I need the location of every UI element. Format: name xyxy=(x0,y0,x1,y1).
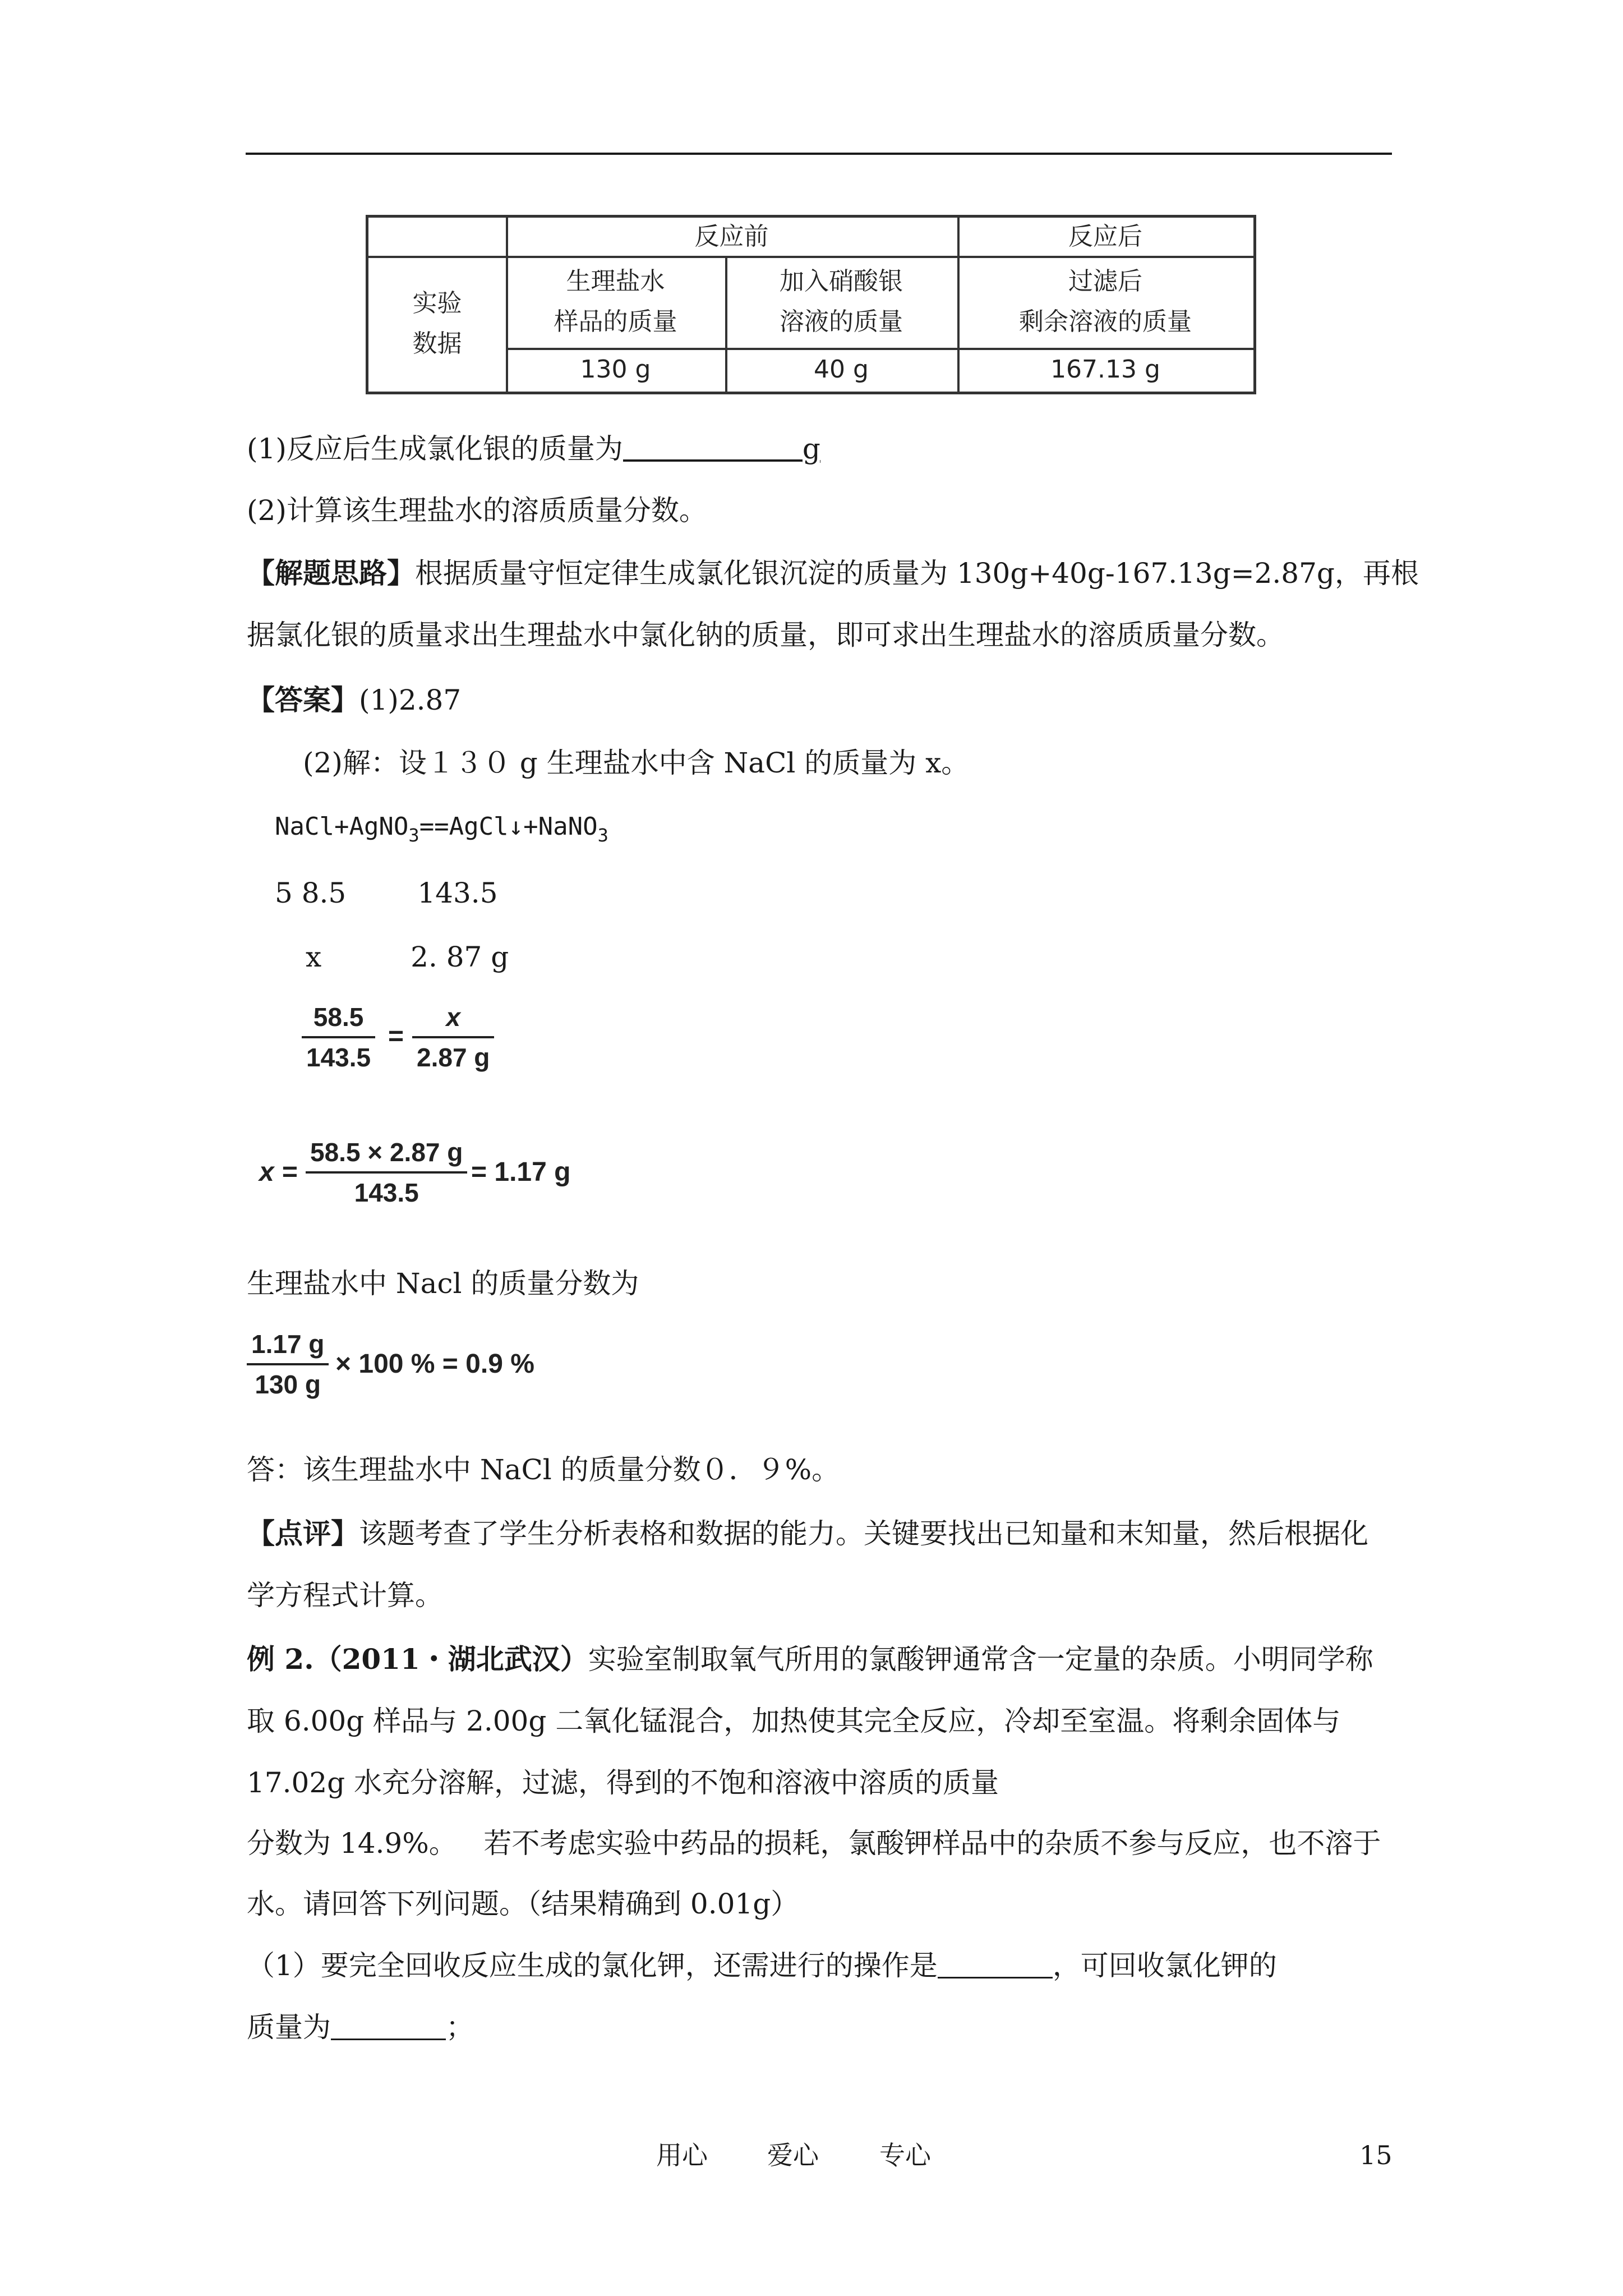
analysis-line-1 xyxy=(247,556,1419,590)
eq-subscript: 3 xyxy=(597,825,608,846)
example-2-line-2: 取 6.00g 样品与 2.00g 二氧化锰混合，加热使其完全反应，冷却至室温。将剩余固体与 xyxy=(247,1705,1341,1737)
percent-fraction xyxy=(247,1328,329,1400)
denominator: 2.87 g xyxy=(417,1043,490,1072)
unit-g: g xyxy=(802,432,820,465)
denominator: 143.5 xyxy=(354,1178,419,1207)
header-rule xyxy=(246,153,1392,155)
footer-motto-2: 爱心 xyxy=(767,2140,819,2170)
example-2-line-5: 水。请回答下列问题。（结果精确到 0.01g） xyxy=(247,1888,799,1920)
row-label xyxy=(368,256,506,392)
final-answer: 答：该生理盐水中 NaCl 的质量分数０．９%。 xyxy=(247,1453,840,1486)
answer-blank xyxy=(623,435,803,462)
x-fraction xyxy=(306,1137,467,1208)
x-rhs: = 1.17 g xyxy=(471,1157,571,1187)
answer-blank xyxy=(938,1952,1053,1978)
example-2-question-1 xyxy=(247,1949,1277,1982)
example-2-line-1 xyxy=(247,1642,1373,1676)
numerator: 58.5 × 2.87 g xyxy=(310,1138,463,1167)
col-header-line: 生理盐水 xyxy=(566,267,665,296)
eq-part: NaCl+AgNO xyxy=(275,812,409,841)
molar-mass-row: 5 8.5 143.5 xyxy=(275,877,498,909)
comment-text: 该题考查了学生分析表格和数据的能力。关键要找出已知量和末知量，然后根据化 xyxy=(359,1517,1368,1550)
denominator: 130 g xyxy=(255,1370,321,1399)
example-2-label: 例 2.（2011・湖北武汉） xyxy=(247,1642,588,1676)
comment-line-1 xyxy=(247,1517,1368,1550)
experiment-data-table xyxy=(366,215,1256,394)
question-2: (2)计算该生理盐水的溶质质量分数。 xyxy=(247,494,707,527)
answer-line-2: (2)解：设１３０ g 生理盐水中含 NaCl 的质量为 x。 xyxy=(303,747,970,779)
question-1-text: (1)反应后生成氯化银的质量为 xyxy=(247,432,623,465)
col-sample-mass xyxy=(506,256,725,348)
eq-subscript: 3 xyxy=(408,825,419,846)
x-lhs: x = xyxy=(259,1157,298,1187)
fraction-intro: 生理盐水中 Nacl 的质量分数为 xyxy=(247,1267,639,1300)
analysis-label: 【解题思路】 xyxy=(247,556,415,590)
col-silver-nitrate-mass xyxy=(725,256,957,348)
value-remaining: 167.13 g xyxy=(1050,355,1160,384)
col-header-line: 加入硝酸银 xyxy=(780,267,903,296)
answer-label: 【答案】 xyxy=(247,683,359,716)
analysis-line-2: 据氯化银的质量求出生理盐水中氯化钠的质量，即可求出生理盐水的溶质质量分数。 xyxy=(247,619,1284,651)
col-header-line: 过滤后 xyxy=(1068,267,1142,296)
variable-row: x 2. 87 g xyxy=(306,941,509,973)
question-1 xyxy=(247,432,820,466)
footer-motto-3: 专心 xyxy=(879,2140,931,2170)
eq-part: ==AgCl↓+NaNO xyxy=(419,812,598,841)
answer-blank xyxy=(331,2014,446,2040)
question-text: ，可回收氯化钾的 xyxy=(1052,1949,1277,1982)
numerator: x xyxy=(446,1002,460,1032)
answer-1: (1)2.87 xyxy=(359,684,462,716)
page-number: 15 xyxy=(1359,2140,1393,2170)
value-silver-nitrate: 40 g xyxy=(814,355,869,384)
numerator: 1.17 g xyxy=(251,1329,325,1359)
chemical-equation xyxy=(275,810,608,852)
col-header-line: 剩余溶液的质量 xyxy=(1019,307,1192,336)
value-sample: 130 g xyxy=(580,355,651,384)
header-after: 反应后 xyxy=(1068,222,1142,251)
comment-label: 【点评】 xyxy=(247,1517,359,1550)
analysis-text: 根据质量守恒定律生成氯化银沉淀的质量为 130g+40g-167.13g=2.87g，再根 xyxy=(415,557,1419,590)
row-label-line: 数据 xyxy=(412,329,462,358)
footer-motto-1: 用心 xyxy=(656,2140,708,2170)
ratio-fraction-left xyxy=(302,1001,375,1073)
ratio-fraction-right xyxy=(412,1001,494,1073)
answer-line-1 xyxy=(247,683,461,717)
equals-sign: = xyxy=(388,1022,404,1051)
comment-line-2: 学方程式计算。 xyxy=(247,1579,443,1612)
example-2-question-1-cont xyxy=(247,2010,474,2044)
row-label-line: 实验 xyxy=(412,289,462,318)
question-text: 质量为 xyxy=(247,2011,331,2044)
question-text: （1）要完全回收反应生成的氯化钾，还需进行的操作是 xyxy=(247,1949,938,1982)
col-header-line: 溶液的质量 xyxy=(780,307,903,336)
numerator: 58.5 xyxy=(313,1002,364,1032)
question-text: ； xyxy=(446,2011,474,2044)
percent-rhs: × 100 % = 0.9 % xyxy=(335,1349,534,1379)
example-2-line-4: 分数为 14.9%。 若不考虑实验中药品的损耗，氯酸钾样品中的杂质不参与反应，也不溶于 xyxy=(247,1827,1381,1860)
example-2-text: 实验室制取氧气所用的氯酸钾通常含一定量的杂质。小明同学称 xyxy=(588,1643,1373,1676)
denominator: 143.5 xyxy=(306,1043,371,1072)
col-remaining-mass xyxy=(957,256,1253,348)
example-2-line-3: 17.02g 水充分溶解，过滤，得到的不饱和溶液中溶质的质量 xyxy=(247,1766,999,1799)
col-header-line: 样品的质量 xyxy=(554,307,677,336)
header-before: 反应前 xyxy=(694,222,769,251)
